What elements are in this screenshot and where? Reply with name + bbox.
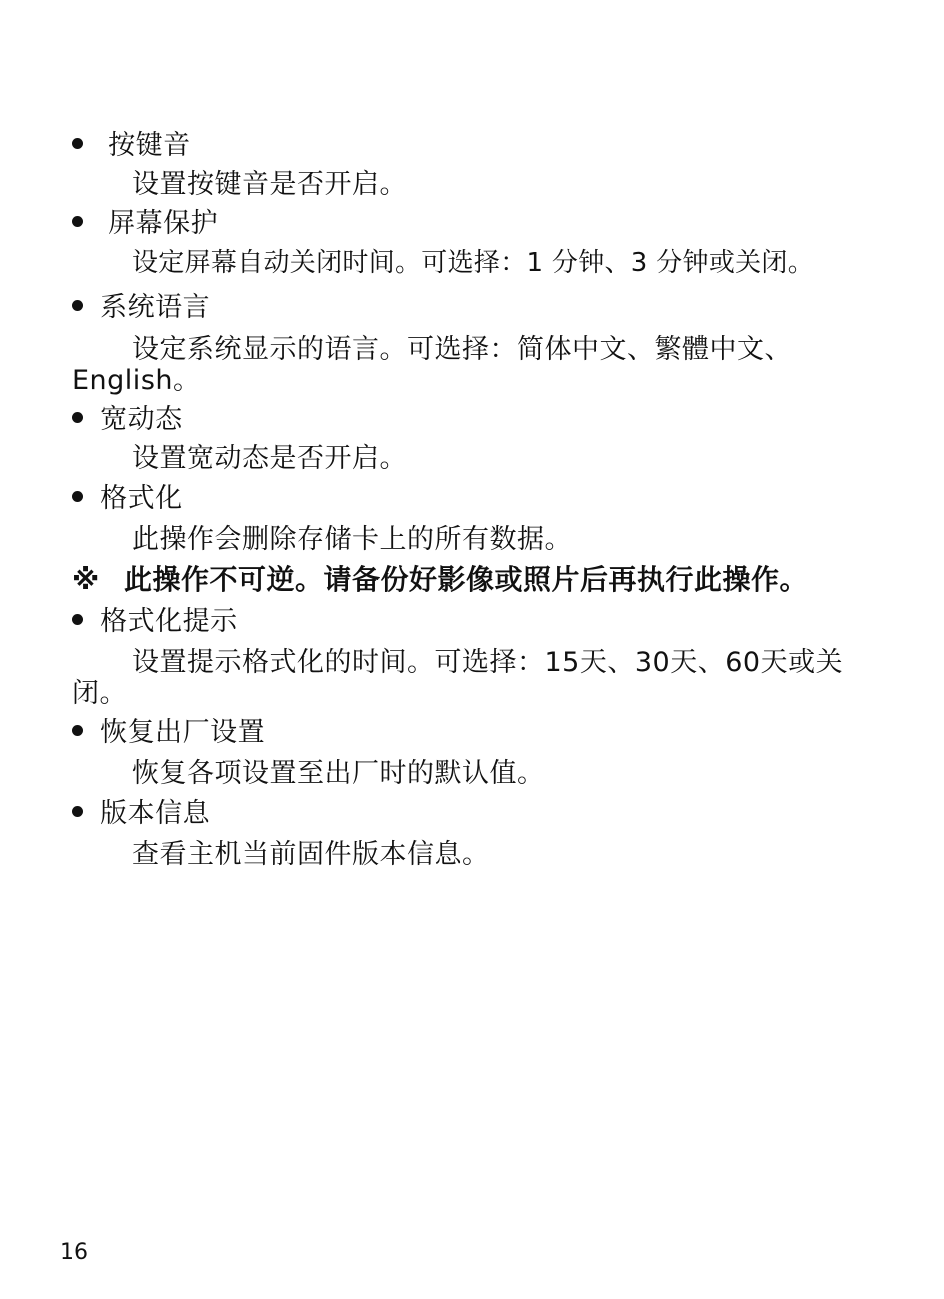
list-item-title (72, 207, 218, 241)
list-item-title (72, 403, 183, 437)
item-title-version: 版本信息 (100, 798, 211, 829)
item-desc-format-reminder-line2: 闭。 (72, 678, 127, 709)
item-desc-wdr: 设置宽动态是否开启。 (132, 443, 407, 474)
item-title-language: 系统语言 (100, 292, 211, 323)
bullet-icon (72, 806, 83, 817)
bullet-icon (72, 725, 83, 736)
list-item-title (72, 129, 191, 163)
item-title-format: 格式化 (100, 483, 183, 514)
item-desc-key-tone: 设置按键音是否开启。 (132, 169, 407, 200)
item-title-format-reminder: 格式化提示 (100, 606, 238, 637)
bullet-icon (72, 300, 83, 311)
bullet-icon (72, 216, 83, 227)
item-desc-factory-reset: 恢复各项设置至出厂时的默认值。 (132, 758, 545, 789)
list-item-title (72, 716, 265, 750)
item-title-factory-reset: 恢复出厂设置 (100, 717, 266, 748)
item-desc-format-reminder-line1: 设置提示格式化的时间。可选择：15天、30天、60天或关 (132, 647, 844, 678)
item-desc-language-line1: 设定系统显示的语言。可选择：简体中文、繁體中文、 (132, 334, 792, 365)
item-desc-format: 此操作会删除存储卡上的所有数据。 (132, 524, 572, 555)
bullet-icon (72, 614, 83, 625)
bullet-icon (72, 491, 83, 502)
item-desc-version: 查看主机当前固件版本信息。 (132, 839, 490, 870)
list-item-title (72, 605, 238, 639)
bullet-icon (72, 412, 83, 423)
warning-text: 此操作不可逆。请备份好影像或照片后再执行此操作。 (123, 563, 808, 596)
item-title-wdr: 宽动态 (100, 404, 183, 435)
list-item-title (72, 291, 210, 325)
warning-note (72, 563, 808, 597)
item-desc-language-line2: English。 (72, 365, 201, 396)
item-desc-screensaver: 设定屏幕自动关闭时间。可选择：1 分钟、3 分钟或关闭。 (132, 248, 815, 278)
list-item-title (72, 482, 183, 516)
list-item-title (72, 797, 210, 831)
bullet-icon (72, 138, 83, 149)
item-title-key-tone: 按键音 (108, 130, 191, 161)
page-number: 16 (60, 1240, 88, 1265)
reference-mark-icon: ※ (72, 563, 100, 596)
item-title-screensaver: 屏幕保护 (108, 208, 219, 239)
